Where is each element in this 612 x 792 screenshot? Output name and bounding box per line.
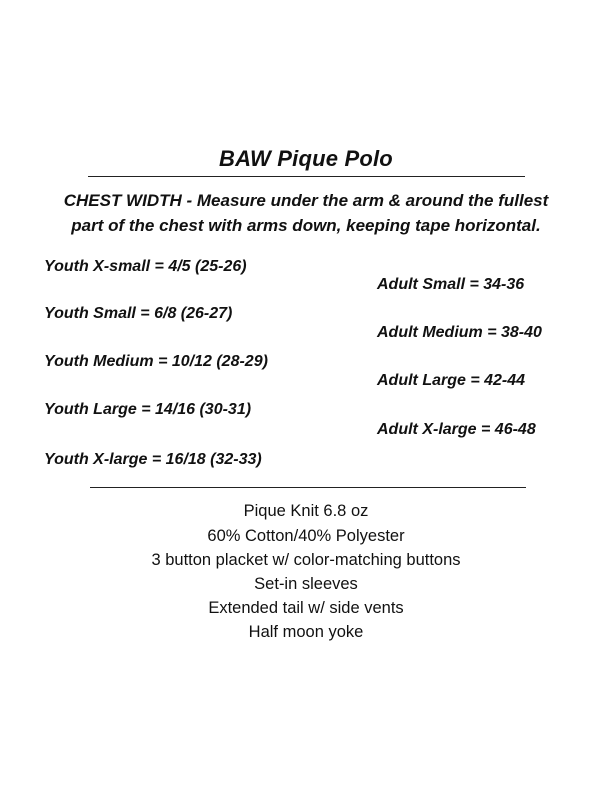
youth-size-xlarge: Youth X-large = 16/18 (32-33) [44,451,262,468]
feature-yoke: Half moon yoke [248,623,364,641]
youth-size-small: Youth Small = 6/8 (26-27) [44,305,233,322]
feature-placket: 3 button placket w/ color-matching buttons [151,551,461,569]
youth-size-large: Youth Large = 14/16 (30-31) [44,401,252,418]
adult-size-small: Adult Small = 34-36 [377,276,525,293]
youth-size-xsmall: Youth X-small = 4/5 (25-26) [44,258,247,275]
adult-size-large: Adult Large = 42-44 [377,372,526,389]
feature-sleeves: Set-in sleeves [254,575,358,593]
page-title: BAW Pique Polo [219,146,393,171]
feature-material: 60% Cotton/40% Polyester [207,527,405,545]
feature-tail: Extended tail w/ side vents [208,599,404,617]
youth-size-medium: Youth Medium = 10/12 (28-29) [44,353,268,370]
adult-size-medium: Adult Medium = 38-40 [377,324,542,341]
adult-size-xlarge: Adult X-large = 46-48 [377,421,536,438]
chest-width-instruction-line-2: part of the chest with arms down, keeping tape horizontal. [71,216,541,235]
chest-width-instruction-line-1: CHEST WIDTH - Measure under the arm & around the fullest [63,191,549,210]
feature-fabric-weight: Pique Knit 6.8 oz [243,502,369,520]
top-divider [88,176,525,177]
bottom-divider [90,487,526,488]
